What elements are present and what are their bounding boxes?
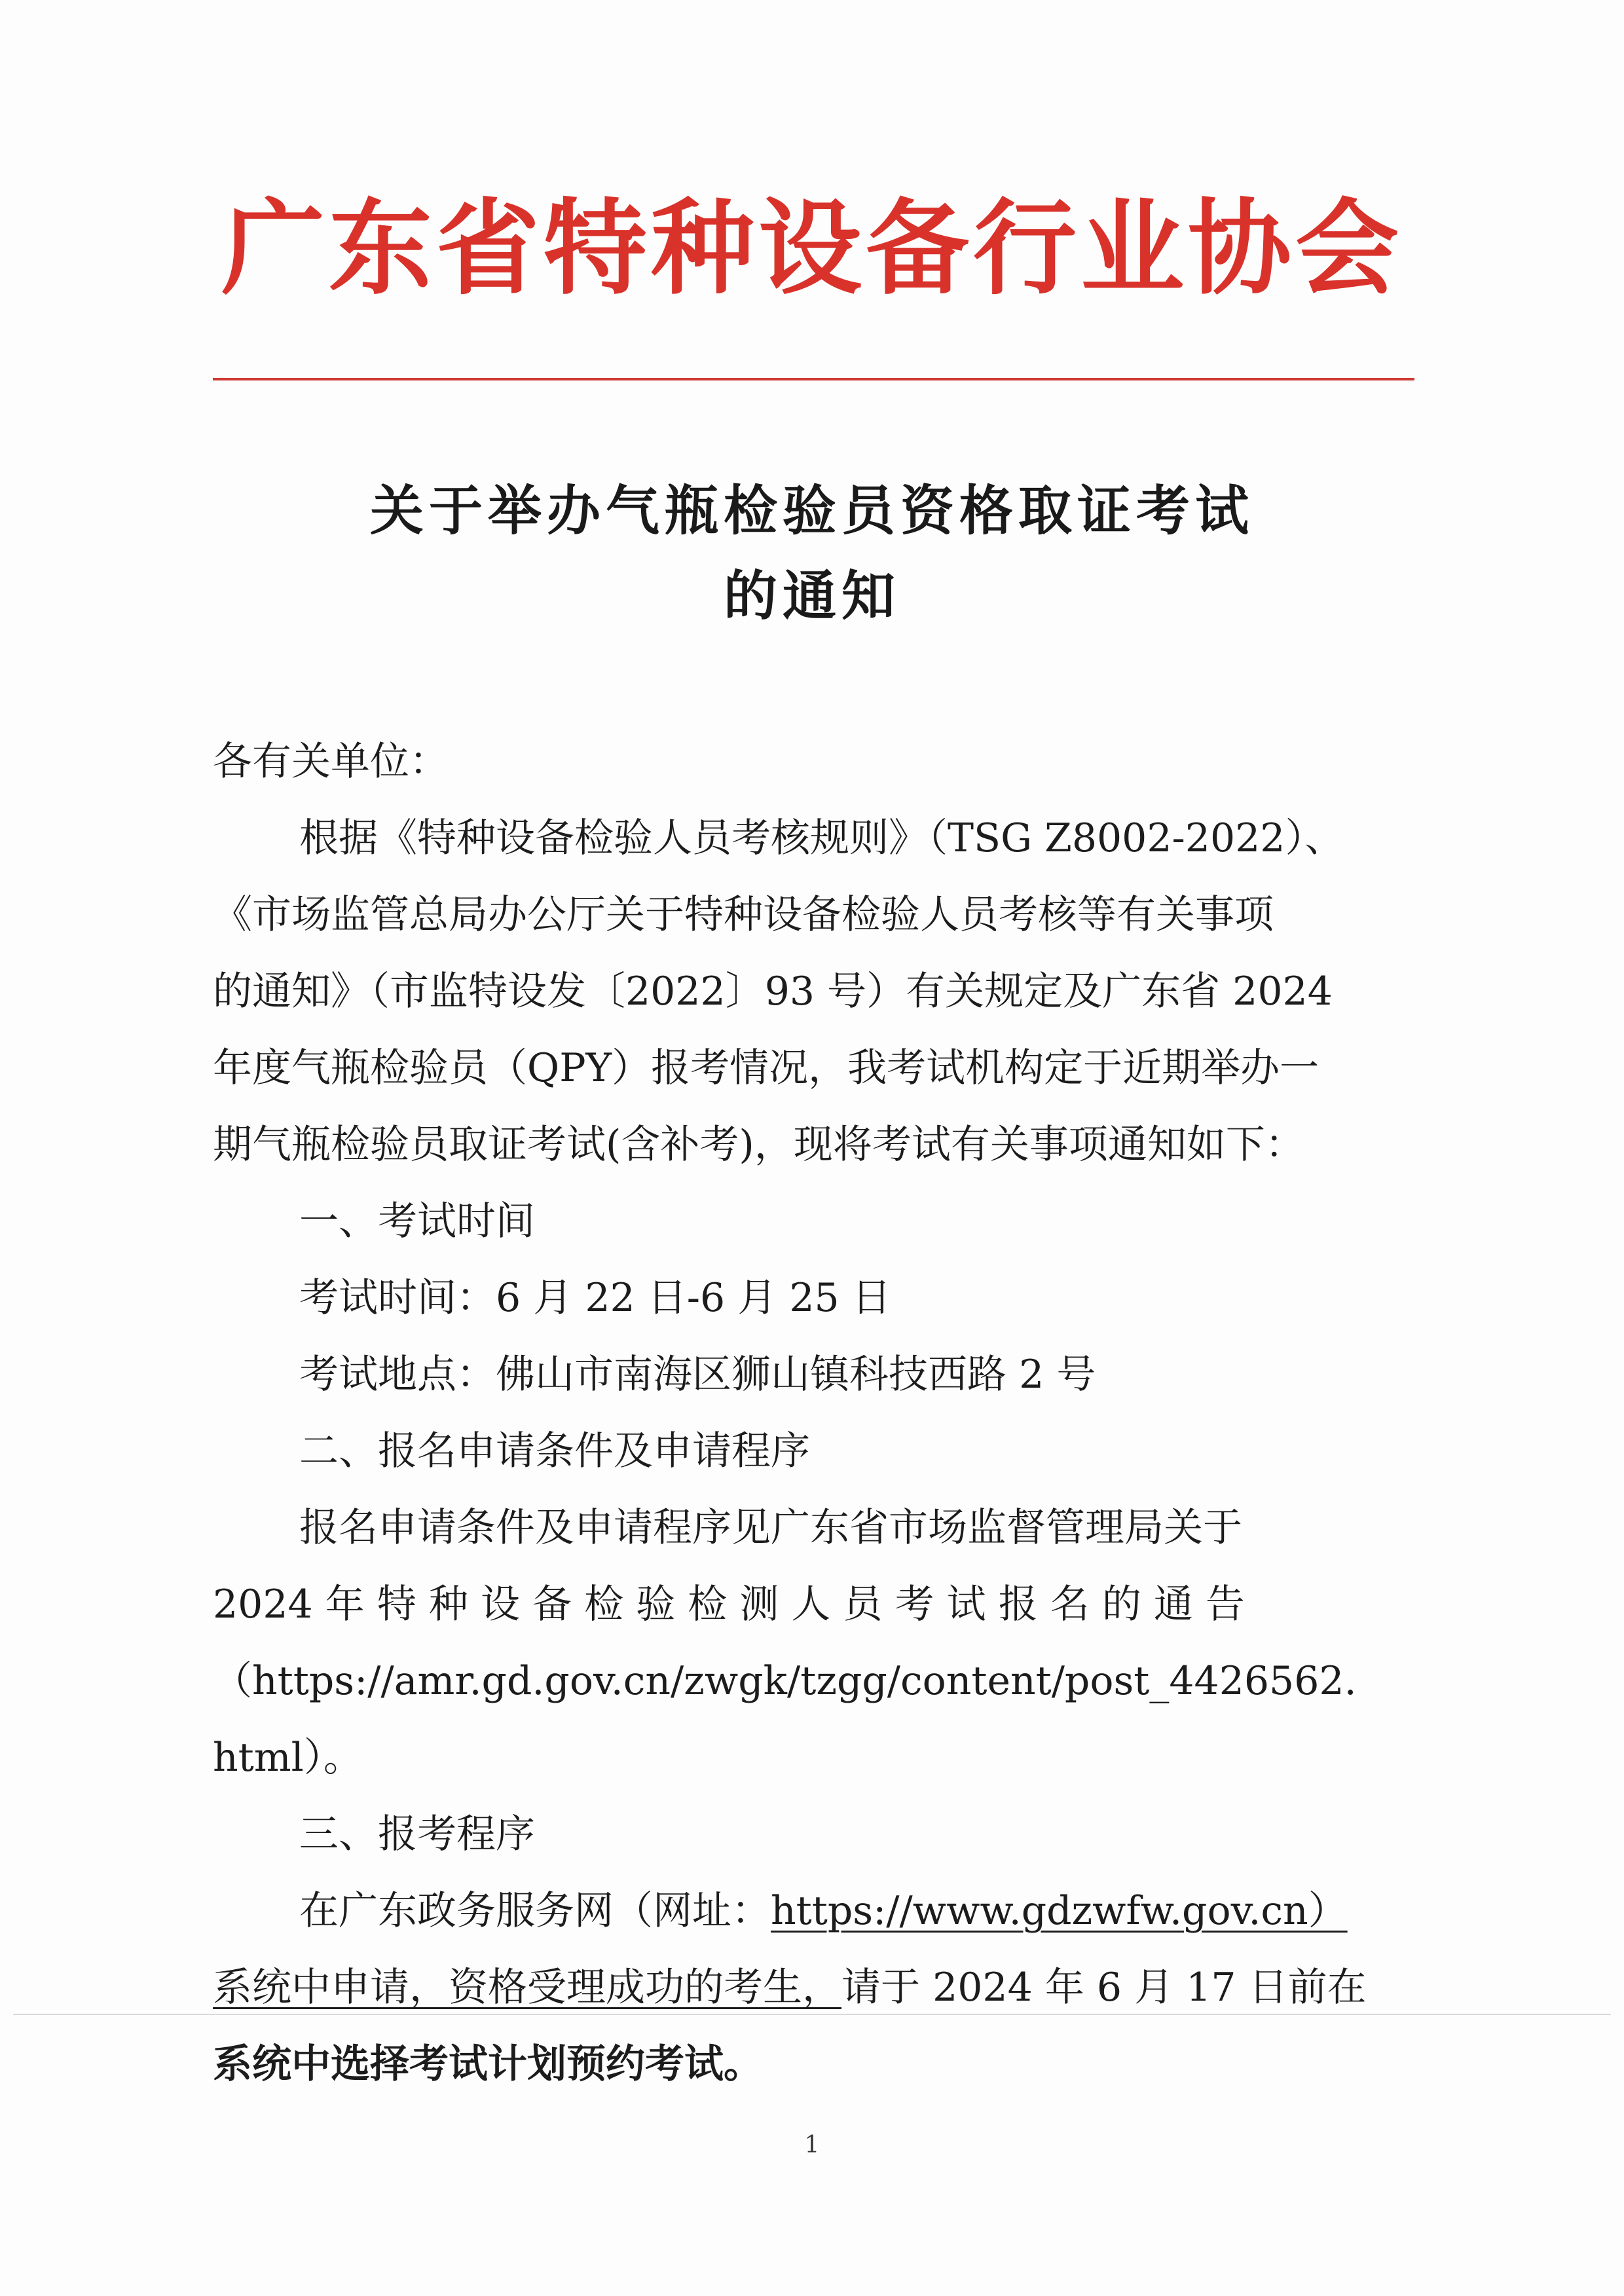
- section-3-deadline-text: 请于 2024 年 6 月 17 日前在: [841, 1965, 1367, 2010]
- intro-line: 年度气瓶检验员（QPY）报考情况，我考试机构定于近期举办一: [213, 1045, 1320, 1091]
- section-2-line: 报名申请条件及申请程序见广东省市场监督管理局关于: [299, 1505, 1242, 1551]
- exam-time: 考试时间：6 月 22 日-6 月 25 日: [299, 1275, 891, 1321]
- section-2-url-line: （https://amr.gd.gov.cn/zwgk/tzgg/content/post_4426562.: [213, 1658, 1357, 1704]
- section-2-heading: 二、报名申请条件及申请程序: [299, 1428, 810, 1474]
- letterhead-org-name: 广东省特种设备行业协会: [221, 188, 1403, 309]
- document-title-line-2: 的通知: [723, 565, 900, 627]
- section-3-line-1: [213, 1873, 1418, 1950]
- intro-line: 的通知》（市监特设发〔2022〕93 号）有关规定及广东省 2024: [213, 969, 1333, 1014]
- section-3-heading: 三、报考程序: [299, 1811, 535, 1857]
- letterhead-red-rule: [213, 378, 1414, 380]
- section-3-underlined-text: 系统中申请，资格受理成功的考生，: [213, 1965, 841, 2010]
- exam-location: 考试地点：佛山市南海区狮山镇科技西路 2 号: [299, 1352, 1096, 1398]
- section-2-line: html）。: [213, 1735, 363, 1781]
- section-1-heading: 一、考试时间: [299, 1198, 535, 1244]
- document-body: [213, 724, 1418, 2103]
- gdzwfw-link[interactable]: https://www.gdzwfw.gov.cn）: [771, 1888, 1348, 1934]
- intro-line: 期气瓶检验员取证考试(含补考)，现将考试有关事项通知如下：: [213, 1122, 1304, 1168]
- section-3-plain-text: 在广东政务服务网（网址：: [299, 1888, 771, 1934]
- scan-artifact-line: [13, 2014, 1611, 2015]
- salutation: 各有关单位：: [213, 739, 449, 785]
- document-title-line-1: 关于举办气瓶检验员资格取证考试: [369, 479, 1254, 542]
- section-3-line-3: 系统中选择考试计划预约考试。: [213, 2041, 763, 2087]
- intro-line: 根据《特种设备检验人员考核规则》（TSG Z8002-2022）、: [299, 815, 1344, 861]
- page-number: 1: [804, 2132, 820, 2158]
- section-2-line: 2024 年 特 种 设 备 检 验 检 测 人 员 考 试 报 名 的 通 告: [213, 1582, 1245, 1627]
- intro-line: 《市场监管总局办公厅关于特种设备检验人员考核等有关事项: [213, 892, 1274, 938]
